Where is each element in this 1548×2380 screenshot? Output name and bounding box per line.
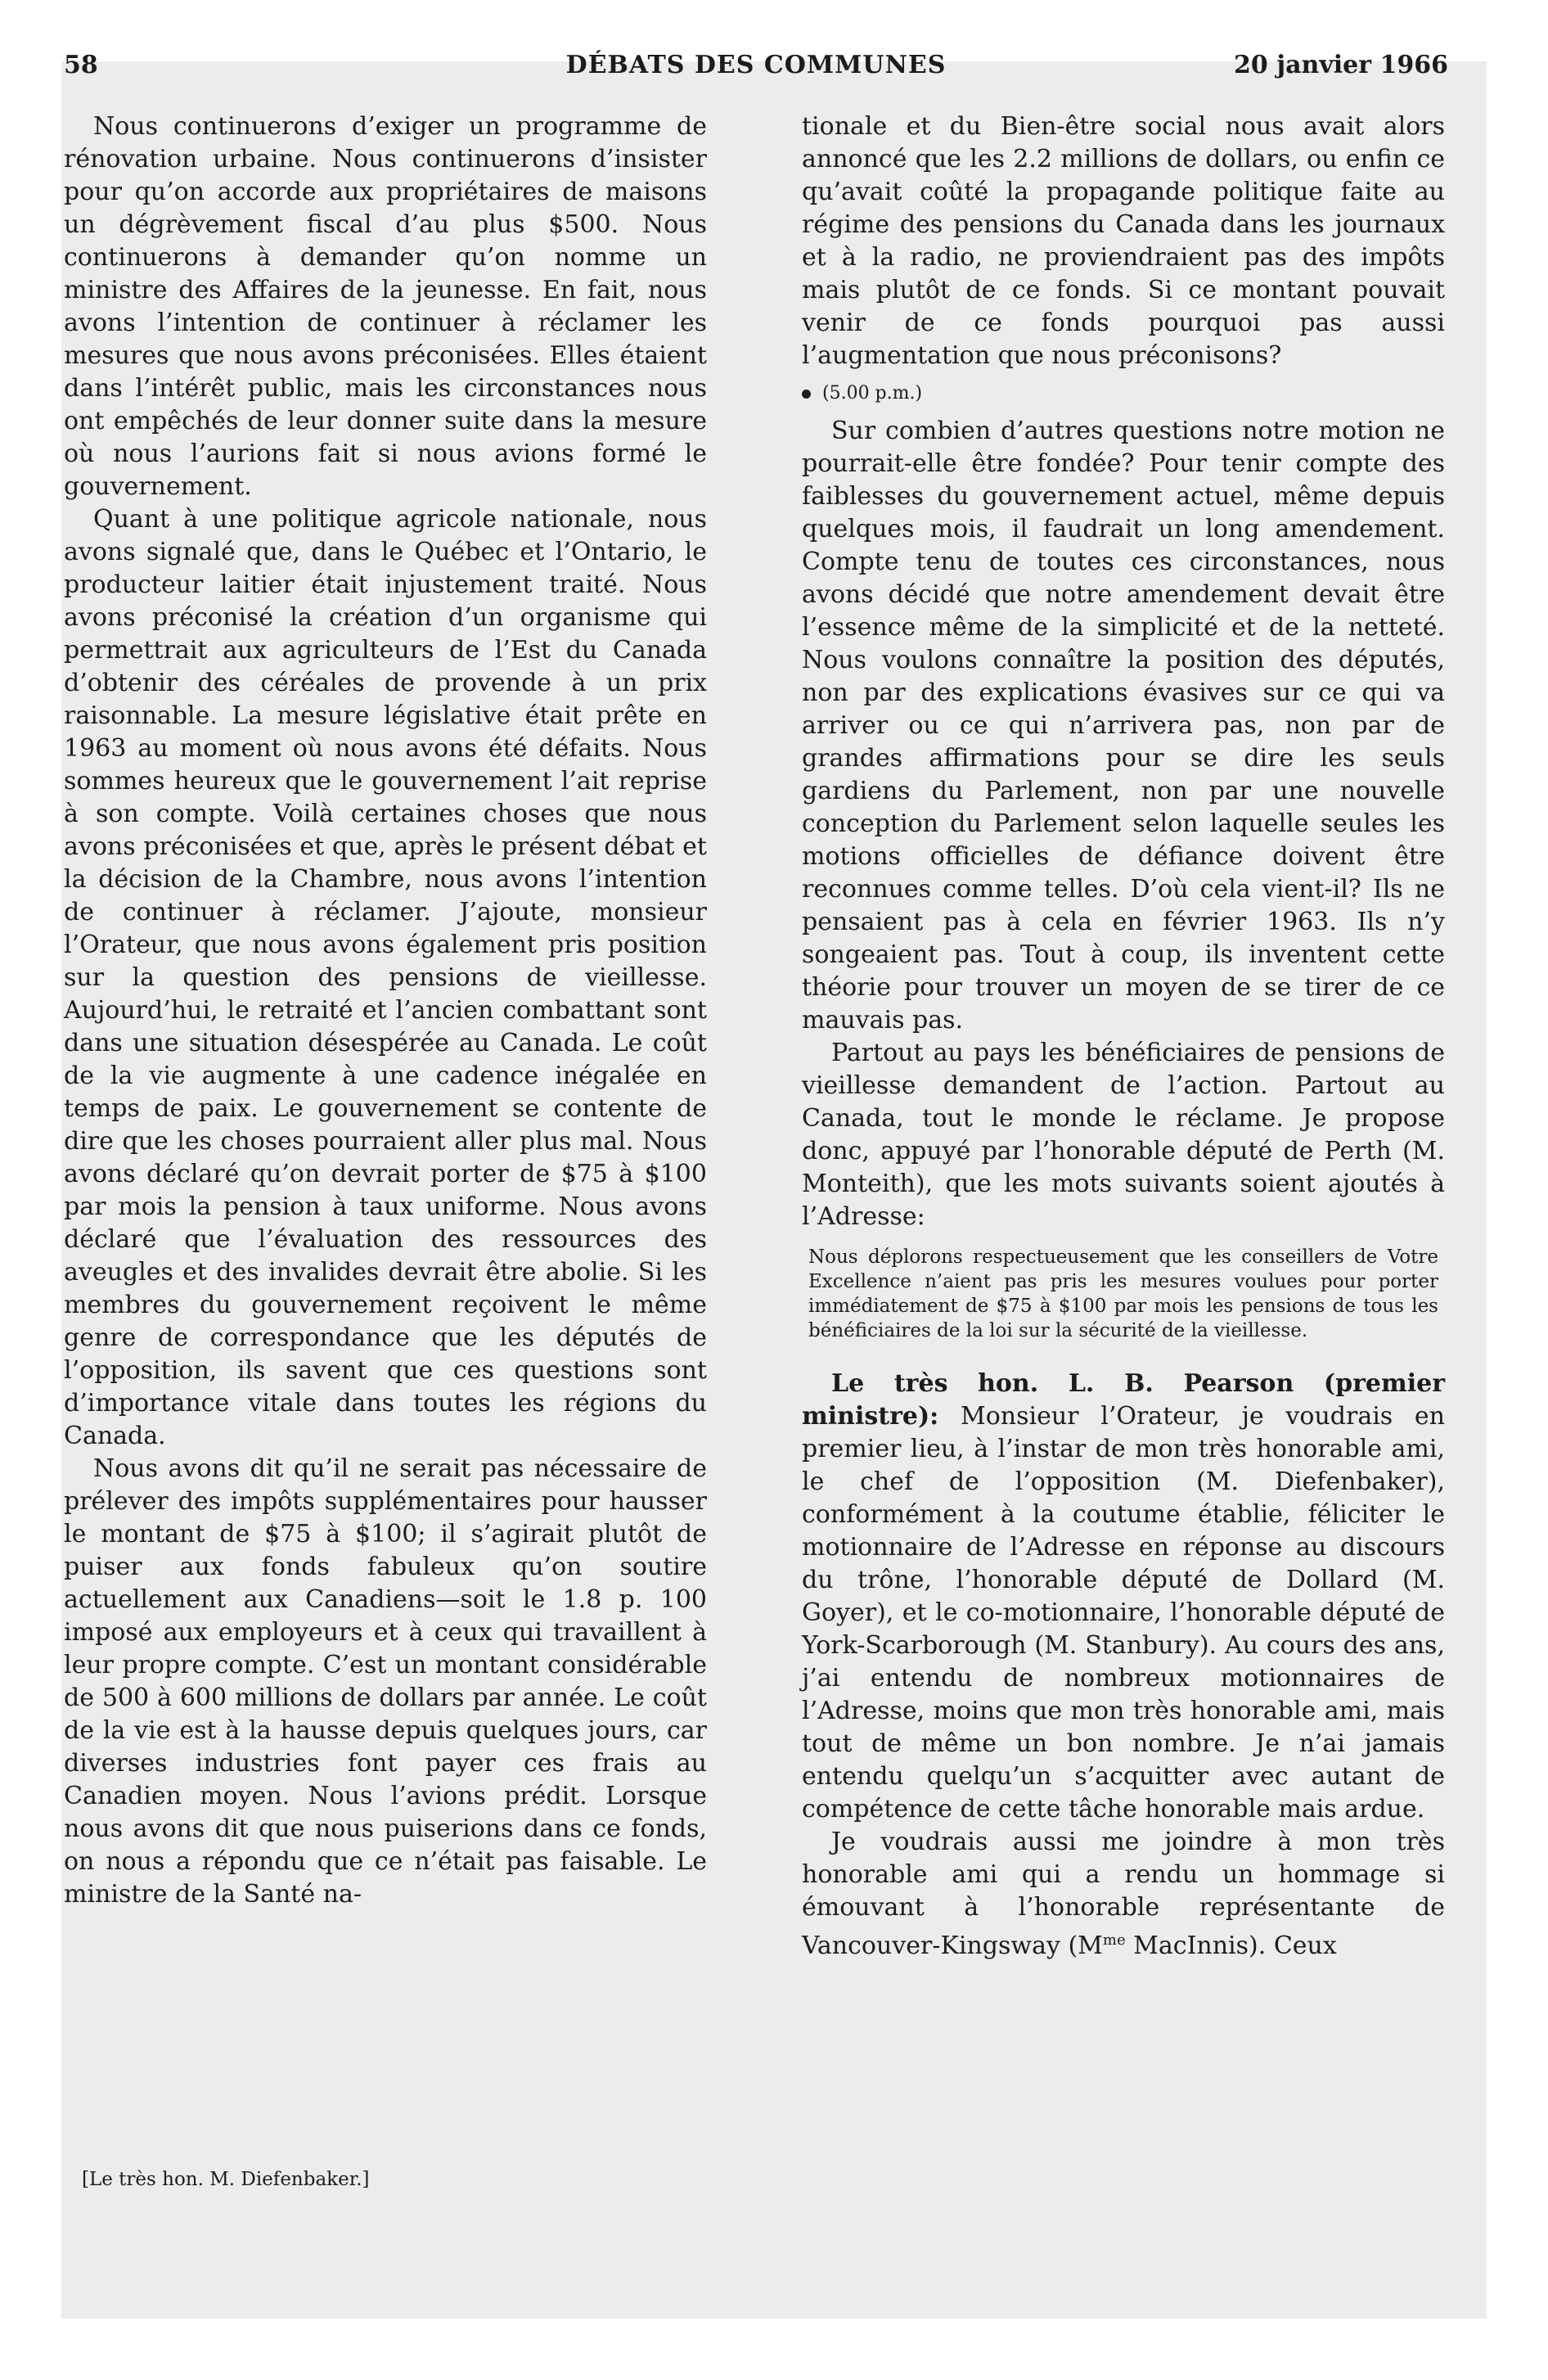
paragraph (802, 1826, 1445, 1963)
page-date: 20 janvier 1966 (1234, 51, 1448, 79)
left-column (64, 110, 707, 1911)
footer-note: [Le très hon. M. Diefenbaker.] (82, 2169, 370, 2190)
paragraph: Partout au pays les bénéficiaires de pensions de vieillesse demandent de l’action. Partout au Canada, tout le monde le réclame. Je propose donc, appuyé par l’honorable député de Perth (M. Monteith), que les mots suivants soient ajoutés à l’Adresse: (802, 1039, 1445, 1231)
speaker-name: Le très hon. L. B. Pearson (premier ministre): (802, 1369, 1445, 1431)
timestamp-text: (5.00 p.m.) (822, 383, 923, 403)
speech-text: Je voudrais aussi me joindre à mon très honorable ami qui a rendu un hommage si émouvant à l’honorable représentante de Vancouver-Kingsway (M (802, 1828, 1445, 1960)
amendment-quote: Nous déplorons respectueusement que les conseillers de Votre Excellence n’aient pas pris les mesures voulues pour porter immédiatement de $75 à $100 par mois les pensions de tous les bénéficiaires de la loi sur la sécurité de la vieillesse. (808, 1246, 1438, 1341)
paragraph (802, 1368, 1445, 1826)
paragraph: tionale et du Bien-être social nous avait alors annoncé que les 2.2 millions de dollars, ou enfin ce qu’avait coûté la propagande politique faite au régime des pensions du Canada dans les journaux et à la radio, ne proviendraient pas des impôts mais plutôt de ce fonds. Si ce montant pouvait venir de ce fonds pourquoi pas aussi l’augmentation que nous préconisons? (802, 112, 1445, 370)
speech-text: Monsieur l’Orateur, je voudrais en premier lieu, à l’instar de mon très honorable ami, le chef de l’opposition (M. Diefenbaker), conformément à la coutume établie, féliciter le motionnaire de l’Adresse en réponse au discours du trône, l’honorable député de Dollard (M. Goyer), et le co-motionnaire, l’honorable député de York-Scarborough (M. Stanbury). Au cours des ans, j’ai entendu de nombreux motionnaires de l’Adresse, moins que mon très honorable ami, mais tout de même un bon nombre. Je n’ai jamais entendu quelqu’un s’acquitter avec autant de compétence de cette tâche honorable mais ardue. (802, 1402, 1445, 1823)
paragraph: Quant à une politique agricole nationale, nous avons signalé que, dans le Québec et l’Ontario, le producteur laitier était injustement traité. Nous avons préconisé la création d’un organisme qui permettrait aux agriculteurs de l’Est du Canada d’obtenir des céréales de provende à un prix raisonnable. La mesure législative était prête en 1963 au moment où nous avons été défaits. Nous sommes heureux que le gouvernement l’ait reprise à son compte. Voilà certaines choses que nous avons préconisées et que, après le présent débat et la décision de la Chambre, nous avons l’intention de continuer à réclamer. J’ajoute, monsieur l’Orateur, que nous avons également pris position sur la question des pensions de vieillesse. Aujourd’hui, le retraité et l’ancien combattant sont dans une situation désespérée au Canada. Le coût de la vie augmente à une cadence inégalée en temps de paix. Le gouvernement se contente de dire que les choses pourraient aller plus mal. Nous avons déclaré qu’on devrait porter de $75 à $100 par mois la pension à taux uniforme. Nous avons déclaré que l’évaluation des ressources des aveugles et des invalides devrait être abolie. Si les membres du gouvernement reçoivent le même genre de correspondance que les députés de l’opposition, ils savent que ces questions sont d’importance vitale dans toutes les régions du Canada. (64, 505, 707, 1450)
page-header (64, 51, 1448, 100)
page-title: DÉBATS DES COMMUNES (565, 51, 947, 79)
superscript: me (1102, 1931, 1126, 1949)
page-number: 58 (64, 51, 98, 79)
paragraph: Nous continuerons d’exiger un programme de rénovation urbaine. Nous continuerons d’insister pour qu’on accorde aux propriétaires de maisons un dégrèvement fiscal d’au plus $500. Nous continuerons à demander qu’on nomme un ministre des Affaires de la jeunesse. En fait, nous avons l’intention de continuer à réclamer les mesures que nous avons préconisées. Elles étaient dans l’intérêt public, mais les circonstances nous ont empêchés de leur donner suite dans la mesure où nous l’aurions fait si nous avions formé le gouvernement. (64, 112, 707, 501)
bullet-icon (802, 390, 811, 399)
paragraph: Nous avons dit qu’il ne serait pas nécessaire de prélever des impôts supplémentaires pour hausser le montant de $75 à $100; il s’agirait plutôt de puiser aux fonds fabuleux qu’on soutire actuellement aux Canadiens—soit le 1.8 p. 100 imposé aux employeurs et à ceux qui travaillent à leur propre compte. C’est un montant considérable de 500 à 600 millions de dollars par année. Le coût de la vie est à la hausse depuis quelques jours, car diverses industries font payer ces frais au Canadien moyen. Nous l’avions prédit. Lorsque nous avons dit que nous puiserions dans ce fonds, on nous a répondu que ce n’était pas faisable. Le ministre de la Santé na- (64, 1454, 707, 1909)
paragraph: Sur combien d’autres questions notre motion ne pourrait-elle être fondée? Pour tenir compte des faiblesses du gouvernement actuel, même depuis quelques mois, il faudrait un long amendement. Compte tenu de toutes ces circonstances, nous avons décidé que notre amendement devait être l’essence même de la simplicité et de la netteté. Nous voulons connaître la position des députés, non par des explications évasives sur ce qui va arriver ou ce qui n’arrivera pas, non par de grandes affirmations pour se dire les seuls gardiens du Parlement, non par une nouvelle conception du Parlement selon laquelle seules les motions officielles de défiance doivent être reconnues comme telles. D’où cela vient-il? Ils ne pensaient pas à cela en février 1963. Ils n’y songeaient pas. Tout à coup, ils inventent cette théorie pour trouver un moyen de se tirer de ce mauvais pas. (802, 417, 1445, 1034)
speech-text: MacInnis). Ceux (1125, 1931, 1337, 1960)
right-column (802, 110, 1445, 1963)
timestamp (802, 377, 1445, 410)
